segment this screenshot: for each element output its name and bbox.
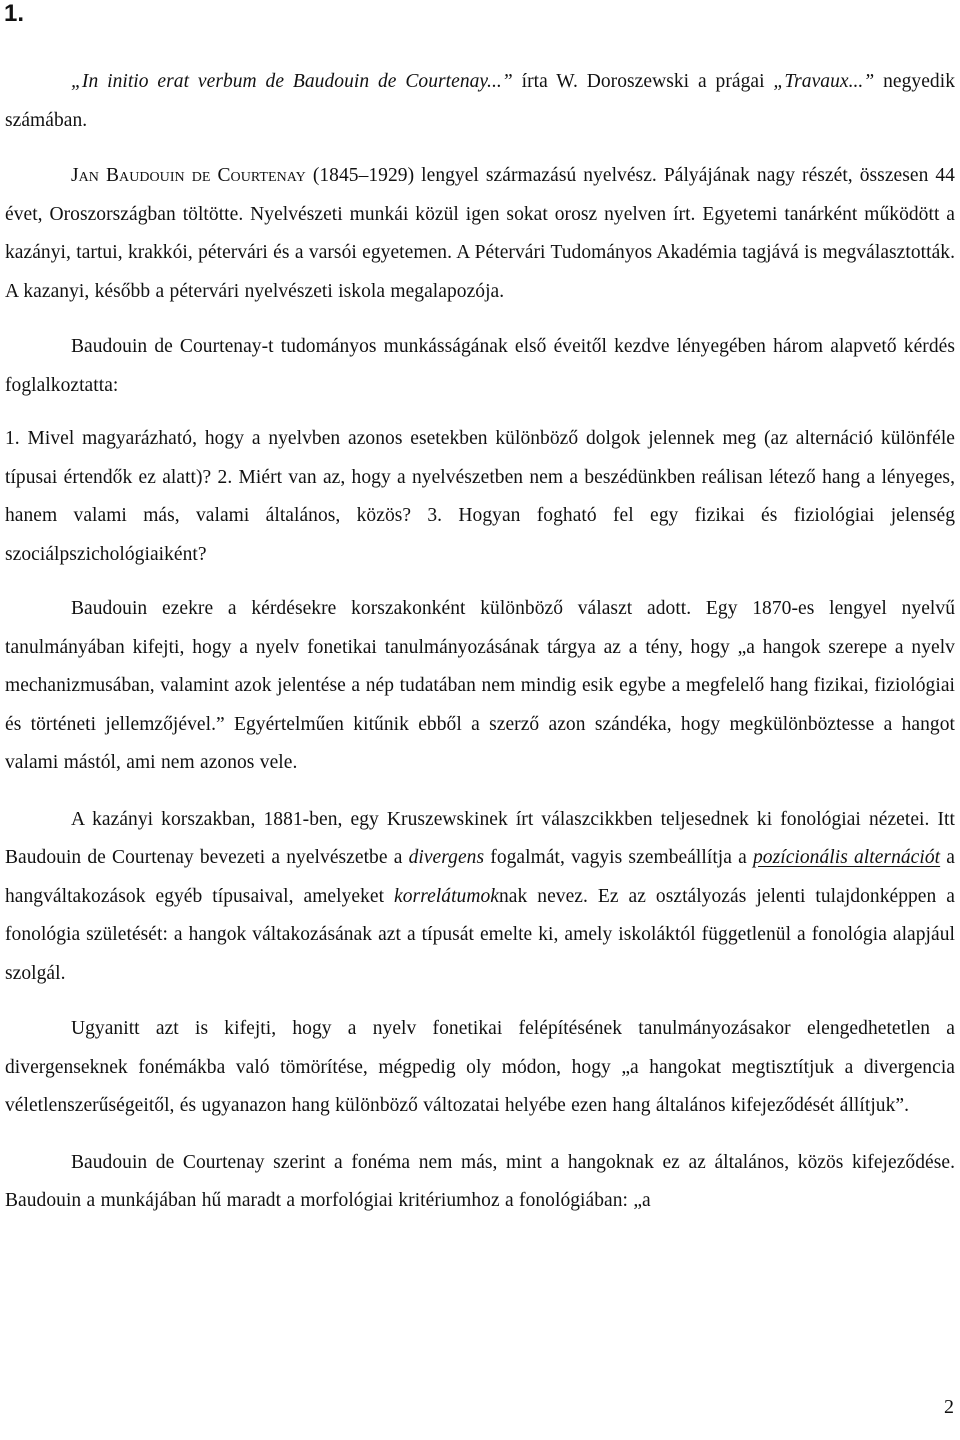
journal-title: „Travaux...” — [773, 71, 875, 92]
term-pozicionalis-alternacio: pozícionális alternációt — [752, 847, 941, 868]
paragraph-biography — [5, 157, 955, 311]
paragraph-questions-intro: Baudouin de Courtenay-t tudományos munkásságának első éveitől kezdve lényegében három alapvető kérdés foglalkoztatta: — [5, 336, 955, 396]
section-heading: 1. — [4, 0, 25, 27]
text-span: (1845–1929) lengyel származású nyelvész. Pályájának nagy részét, összesen 44 évet, Oroszországban töltötte. Nyelvészeti munkái közül igen sokat orosz nyelven írt. Egyetemi tanárként működött a kazányi, tartui, krakkói, pétervári és a varsói egyetemen. A Pétervári Tudományos Akadémia tagjává is megválasztották. A kazanyi, később a pétervári nyelvészeti iskola megalapozója. — [5, 165, 955, 302]
text-span: A kazányi korszakban, 1881-ben, egy Kruszewskinek írt válaszcikkben teljesednek ki fonológiai nézetei. Itt Baudouin de Courtenay bevezeti a nyelvészetbe a — [5, 808, 955, 868]
paragraph-questions: 1. Mivel magyarázható, hogy a nyelvben azonos esetekben különböző dolgok jelennek meg (az alternáció különféle típusai értendők ez alatt)? 2. Miért van az, hogy a nyelvészetben nem a beszédünkben reálisan létező hang a lényeges, hanem valami más, valami általános, közös? 3. Hogyan fogható fel egy fizikai és fiziológiai jelenség szociálpszichológiaiként? — [5, 428, 955, 565]
text-span: írta W. Doroszewski a prágai — [512, 71, 774, 92]
quote-title: „In initio erat verbum de Baudouin de Courtenay...” — [71, 71, 513, 92]
text-span: negyedik számában. — [5, 71, 956, 131]
paragraph-epigraph — [5, 63, 955, 140]
paragraph-phoneme-definition: Baudouin de Courtenay szerint a fonéma nem más, mint a hangoknak ez az általános, közös kifejeződése. Baudouin a munkájában hű maradt a morfológiai kritériumhoz a fonológiában: „a — [5, 1151, 955, 1211]
text-span: fogalmát, vagyis szembeállítja a — [484, 847, 753, 868]
paragraph-kazan-period — [5, 801, 955, 994]
page-number: 2 — [944, 1396, 954, 1418]
document-body — [5, 63, 955, 1221]
term-divergens: divergens — [408, 847, 485, 868]
person-name: Jan Baudouin de Courtenay — [71, 165, 306, 186]
paragraph-divergents: Ugyanitt azt is kifejti, hogy a nyelv fonetikai felépítésének tanulmányozásakor elengedhetetlen a divergenseknek fonémákba való tömörítése, mégpedig oly módon, hogy „a hangokat megtisztítjuk a divergencia véletlenszerűségeitől, és ugyanazon hang különböző változatai helyébe ezen hang általános kifejeződését állítjuk”. — [5, 1018, 955, 1116]
text-span: a hangváltakozások egyéb típusaival, amelyeket — [5, 847, 955, 907]
term-korrelatumok: korrelátumok — [394, 885, 499, 907]
text-span: nak nevez. Ez az osztályozás jelenti tulajdonképpen a fonológia születését: a hangok váltakozásának azt a típusát emelte ki, amely iskoláktól függetlenül a fonológia alapjául szolgál. — [5, 885, 955, 984]
paragraph-1870-study: Baudouin ezekre a kérdésekre korszakonként különböző választ adott. Egy 1870-es lengyel nyelvű tanulmányában kifejti, hogy a nyelv fonetikai tanulmányozásának tárgya az a tény, hogy „a hangok szerepe a nyelv mechanizmusában, valamint azok jelentése a nép tudatában nem mindig esik egybe a megfelelő hang fizikai, fiziológiai és történeti jellemzőjével.” Egyértelműen kitűnik ebből a szerző azon szándéka, hogy megkülönböztesse a hangot valami mástól, ami nem azonos vele. — [5, 598, 955, 773]
